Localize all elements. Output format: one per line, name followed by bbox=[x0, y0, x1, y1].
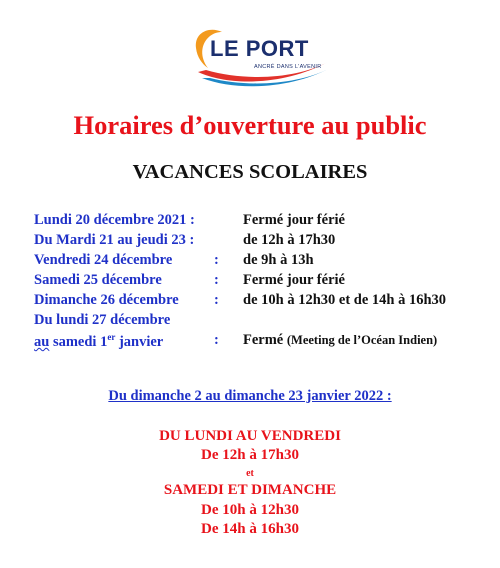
le-port-logo bbox=[188, 22, 338, 92]
schedule-row bbox=[0, 272, 500, 292]
schedule-value: Fermé jour férié bbox=[243, 212, 345, 228]
weekday-label: DU LUNDI AU VENDREDI bbox=[159, 428, 341, 444]
schedule-label: Vendredi 24 décembre bbox=[34, 252, 173, 268]
schedule-label-mid: samedi 1 bbox=[49, 333, 108, 350]
schedule-colon: : bbox=[214, 252, 219, 268]
page-title: Horaires d’ouverture au public bbox=[73, 110, 427, 140]
page-subtitle: VACANCES SCOLAIRES bbox=[132, 161, 368, 183]
schedule-row bbox=[0, 292, 500, 312]
schedule-value: Fermé jour férié bbox=[243, 272, 345, 288]
schedule-label: Lundi 20 décembre 2021 : bbox=[34, 212, 195, 228]
weekend-hours-2: De 14h à 16h30 bbox=[201, 521, 299, 537]
schedule-row bbox=[0, 332, 500, 352]
schedule-value-main: Fermé bbox=[243, 332, 284, 348]
schedule-row bbox=[0, 252, 500, 272]
schedule-row bbox=[0, 232, 500, 252]
logo-tagline: ANCRÉ DANS L'AVENIR bbox=[254, 64, 322, 70]
period-heading: Du dimanche 2 au dimanche 23 janvier 2022 : bbox=[108, 388, 392, 404]
conjunction: et bbox=[246, 468, 254, 479]
schedule-label: Du Mardi 21 au jeudi 23 : bbox=[34, 232, 195, 248]
schedule-colon: : bbox=[214, 272, 219, 288]
schedule-colon: : bbox=[214, 292, 219, 308]
schedule-colon: : bbox=[214, 332, 219, 348]
schedule-value bbox=[243, 332, 437, 349]
schedule-value: de 10h à 12h30 et de 14h à 16h30 bbox=[243, 292, 447, 308]
schedule-label: Du lundi 27 décembre bbox=[34, 312, 171, 328]
schedule-label bbox=[34, 332, 163, 351]
schedule-label: Dimanche 26 décembre bbox=[34, 292, 179, 308]
schedule-label: Samedi 25 décembre bbox=[34, 272, 162, 288]
weekend-label: SAMEDI ET DIMANCHE bbox=[163, 482, 337, 498]
schedule-label-sup: er bbox=[107, 332, 116, 342]
weekday-hours: De 12h à 17h30 bbox=[201, 447, 299, 463]
weekend-hours-1: De 10h à 12h30 bbox=[201, 502, 299, 518]
schedule-row bbox=[0, 212, 500, 232]
schedule-row bbox=[0, 312, 500, 332]
schedule-label-rest: janvier bbox=[115, 333, 164, 350]
schedule-value-note: (Meeting de l’Océan Indien) bbox=[286, 333, 438, 347]
schedule-value: de 9h à 13h bbox=[243, 252, 314, 268]
schedule-value: de 12h à 17h30 bbox=[243, 232, 336, 248]
schedule-label-prefix: au bbox=[34, 333, 50, 350]
logo-name: LE PORT bbox=[210, 36, 309, 61]
